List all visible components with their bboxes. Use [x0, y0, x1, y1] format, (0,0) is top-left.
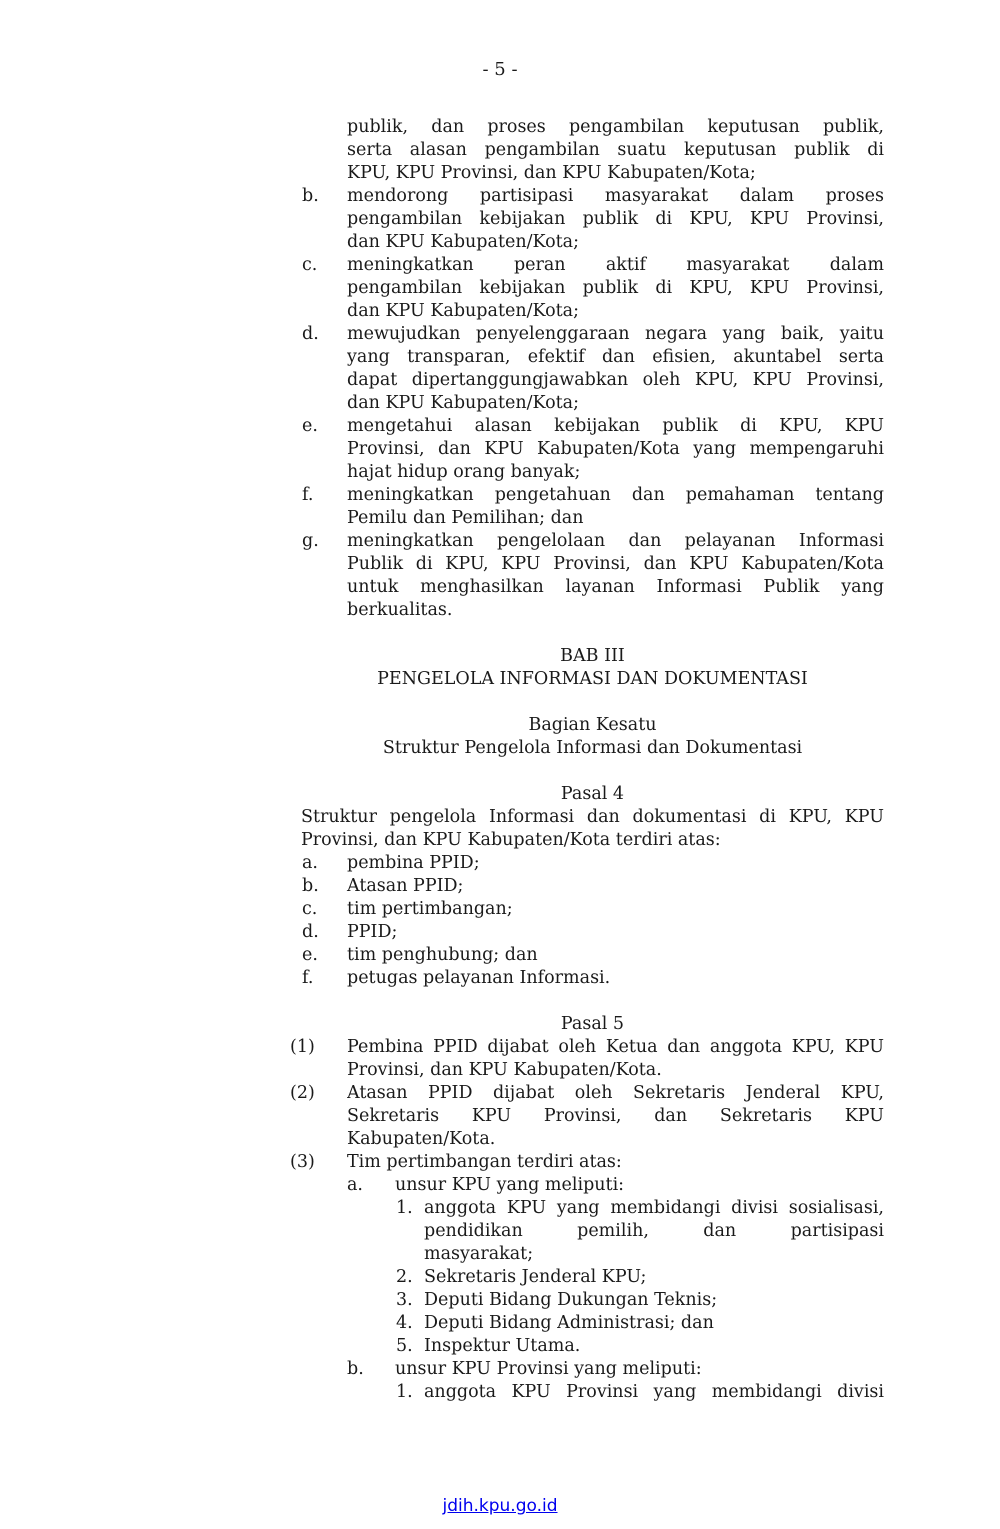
text-line: Publik di KPU, KPU Provinsi, dan KPU Kabupaten/Kota: [347, 554, 884, 574]
item-label: a.: [302, 853, 318, 873]
article-title: Pasal 5: [560, 1014, 625, 1034]
item-label: 1.: [396, 1382, 413, 1402]
spacer: [0, 691, 1000, 714]
numbered-item: [0, 1197, 1000, 1220]
text-line: PPID;: [347, 922, 398, 942]
item-label: c.: [302, 899, 318, 919]
list-item-line: [0, 369, 1000, 392]
numbered-item-line: [0, 1220, 1000, 1243]
chapter-number: BAB III: [560, 646, 625, 666]
list-item: [0, 898, 1000, 921]
item-label: e.: [302, 945, 318, 965]
list-item-line: [0, 346, 1000, 369]
list-item-line: [0, 300, 1000, 323]
text-line: serta alasan pengambilan suatu keputusan publik di: [347, 140, 884, 160]
text-line: Pemilu dan Pemilihan; dan: [347, 508, 584, 528]
list-item: [0, 185, 1000, 208]
text-line: Inspektur Utama.: [424, 1336, 581, 1356]
list-item-line: [0, 461, 1000, 484]
text-line: Pembina PPID dijabat oleh Ketua dan anggota KPU, KPU: [347, 1037, 884, 1057]
text-line: Deputi Bidang Dukungan Teknis;: [424, 1290, 718, 1310]
text-line: pembina PPID;: [347, 853, 480, 873]
numbered-item: [0, 1289, 1000, 1312]
list-item: [0, 852, 1000, 875]
chapter-title: PENGELOLA INFORMASI DAN DOKUMENTASI: [377, 669, 808, 689]
list-item-line: [0, 507, 1000, 530]
item-label: f.: [302, 968, 314, 988]
text-line: Provinsi, dan KPU Kabupaten/Kota terdiri atas:: [301, 830, 721, 850]
text-line: pengambilan kebijakan publik di KPU, KPU Provinsi,: [347, 209, 884, 229]
item-label: b.: [302, 876, 319, 896]
item-label: f.: [302, 485, 314, 505]
spacer: [0, 990, 1000, 1013]
text-line: pengambilan kebijakan publik di KPU, KPU Provinsi,: [347, 278, 884, 298]
text-line: Sekretaris KPU Provinsi, dan Sekretaris KPU: [347, 1106, 884, 1126]
text-line: untuk menghasilkan layanan Informasi Publik yang: [347, 577, 884, 597]
list-item: [0, 323, 1000, 346]
item-label: 2.: [396, 1267, 413, 1287]
spacer: [0, 760, 1000, 783]
page-number: - 5 -: [482, 59, 518, 80]
list-item: [0, 944, 1000, 967]
list-item: [0, 921, 1000, 944]
item-label: 5.: [396, 1336, 413, 1356]
list-item-line: [0, 208, 1000, 231]
text-line: unsur KPU Provinsi yang meliputi:: [395, 1359, 702, 1379]
list-item: [0, 530, 1000, 553]
text-line: meningkatkan peran aktif masyarakat dalam: [347, 255, 884, 275]
item-label: d.: [302, 324, 319, 344]
text-line: mengetahui alasan kebijakan publik di KPU, KPU: [347, 416, 884, 436]
list-item-line: [0, 599, 1000, 622]
text-line: dan KPU Kabupaten/Kota;: [347, 232, 579, 252]
item-label: b.: [302, 186, 319, 206]
numbered-item: [0, 1312, 1000, 1335]
item-label: 3.: [396, 1290, 413, 1310]
text-line: Tim pertimbangan terdiri atas:: [347, 1152, 622, 1172]
list-item: [0, 484, 1000, 507]
paragraph-line: [0, 1105, 1000, 1128]
list-item-line: [0, 576, 1000, 599]
article-title: Pasal 4: [560, 784, 625, 804]
text-line: Kabupaten/Kota.: [347, 1129, 496, 1149]
text-line: meningkatkan pengelolaan dan pelayanan Informasi: [347, 531, 884, 551]
text-line: publik, dan proses pengambilan keputusan publik,: [347, 117, 884, 137]
item-label: 4.: [396, 1313, 413, 1333]
paragraph-label: (3): [290, 1152, 315, 1172]
sub-item: [0, 1358, 1000, 1381]
text-line: Atasan PPID dijabat oleh Sekretaris Jenderal KPU,: [347, 1083, 884, 1103]
text-line: unsur KPU yang meliputi:: [395, 1175, 625, 1195]
text-line: Provinsi, dan KPU Kabupaten/Kota yang mempengaruhi: [347, 439, 884, 459]
text-line: Struktur pengelola Informasi dan dokumentasi di KPU, KPU: [301, 807, 884, 827]
list-item: [0, 415, 1000, 438]
text-line: anggota KPU Provinsi yang membidangi divisi: [424, 1382, 884, 1402]
list-item-line: [0, 553, 1000, 576]
paragraph-line: [0, 1128, 1000, 1151]
item-label: g.: [302, 531, 319, 551]
list-item-line: [0, 438, 1000, 461]
text-line: dapat dipertanggungjawabkan oleh KPU, KPU Provinsi,: [347, 370, 884, 390]
list-item: [0, 254, 1000, 277]
numbered-item: [0, 1381, 1000, 1404]
spacer: [0, 622, 1000, 645]
item-label: c.: [302, 255, 318, 275]
text-line: yang transparan, efektif dan efisien, akuntabel serta: [347, 347, 884, 367]
text-line: Deputi Bidang Administrasi; dan: [424, 1313, 714, 1333]
text-line: masyarakat;: [424, 1244, 534, 1264]
numbered-item-line: [0, 1243, 1000, 1266]
paragraph-label: (2): [290, 1083, 315, 1103]
item-label: b.: [347, 1359, 364, 1379]
paragraph: [0, 1151, 1000, 1174]
list-item-line: [0, 231, 1000, 254]
paragraph: [0, 1036, 1000, 1059]
paragraph-line: [0, 1059, 1000, 1082]
text-line: mewujudkan penyelenggaraan negara yang baik, yaitu: [347, 324, 884, 344]
section-number: Bagian Kesatu: [528, 715, 657, 735]
text-line: pendidikan pemilih, dan partisipasi: [424, 1221, 884, 1241]
sub-item: [0, 1174, 1000, 1197]
continuation-line: [0, 139, 1000, 162]
section-title: Struktur Pengelola Informasi dan Dokumentasi: [382, 738, 803, 758]
item-label: e.: [302, 416, 318, 436]
list-item: [0, 875, 1000, 898]
text-line: KPU, KPU Provinsi, dan KPU Kabupaten/Kota;: [347, 163, 756, 183]
text-line: mendorong partisipasi masyarakat dalam proses: [347, 186, 884, 206]
paragraph-label: (1): [290, 1037, 315, 1057]
document-body: [0, 116, 1000, 1404]
text-line: anggota KPU yang membidangi divisi sosialisasi,: [424, 1198, 884, 1218]
continuation-line: [0, 162, 1000, 185]
text-line: Provinsi, dan KPU Kabupaten/Kota.: [347, 1060, 662, 1080]
item-label: 1.: [396, 1198, 413, 1218]
article-intro-line: [0, 829, 1000, 852]
continuation-line: [0, 116, 1000, 139]
text-line: tim penghubung; dan: [347, 945, 538, 965]
paragraph: [0, 1082, 1000, 1105]
text-line: hajat hidup orang banyak;: [347, 462, 581, 482]
text-line: tim pertimbangan;: [347, 899, 513, 919]
list-item-line: [0, 392, 1000, 415]
item-label: d.: [302, 922, 319, 942]
footer: [0, 1494, 1000, 1518]
article-intro-line: [0, 806, 1000, 829]
numbered-item: [0, 1335, 1000, 1358]
numbered-item: [0, 1266, 1000, 1289]
text-line: berkualitas.: [347, 600, 453, 620]
list-item-line: [0, 277, 1000, 300]
text-line: Sekretaris Jenderal KPU;: [424, 1267, 647, 1287]
website-link[interactable]: jdih.kpu.go.id: [442, 1496, 558, 1516]
list-item: [0, 967, 1000, 990]
item-label: a.: [347, 1175, 363, 1195]
text-line: petugas pelayanan Informasi.: [347, 968, 611, 988]
text-line: meningkatkan pengetahuan dan pemahaman tentang: [347, 485, 884, 505]
text-line: dan KPU Kabupaten/Kota;: [347, 301, 579, 321]
text-line: Atasan PPID;: [347, 876, 464, 896]
text-line: dan KPU Kabupaten/Kota;: [347, 393, 579, 413]
